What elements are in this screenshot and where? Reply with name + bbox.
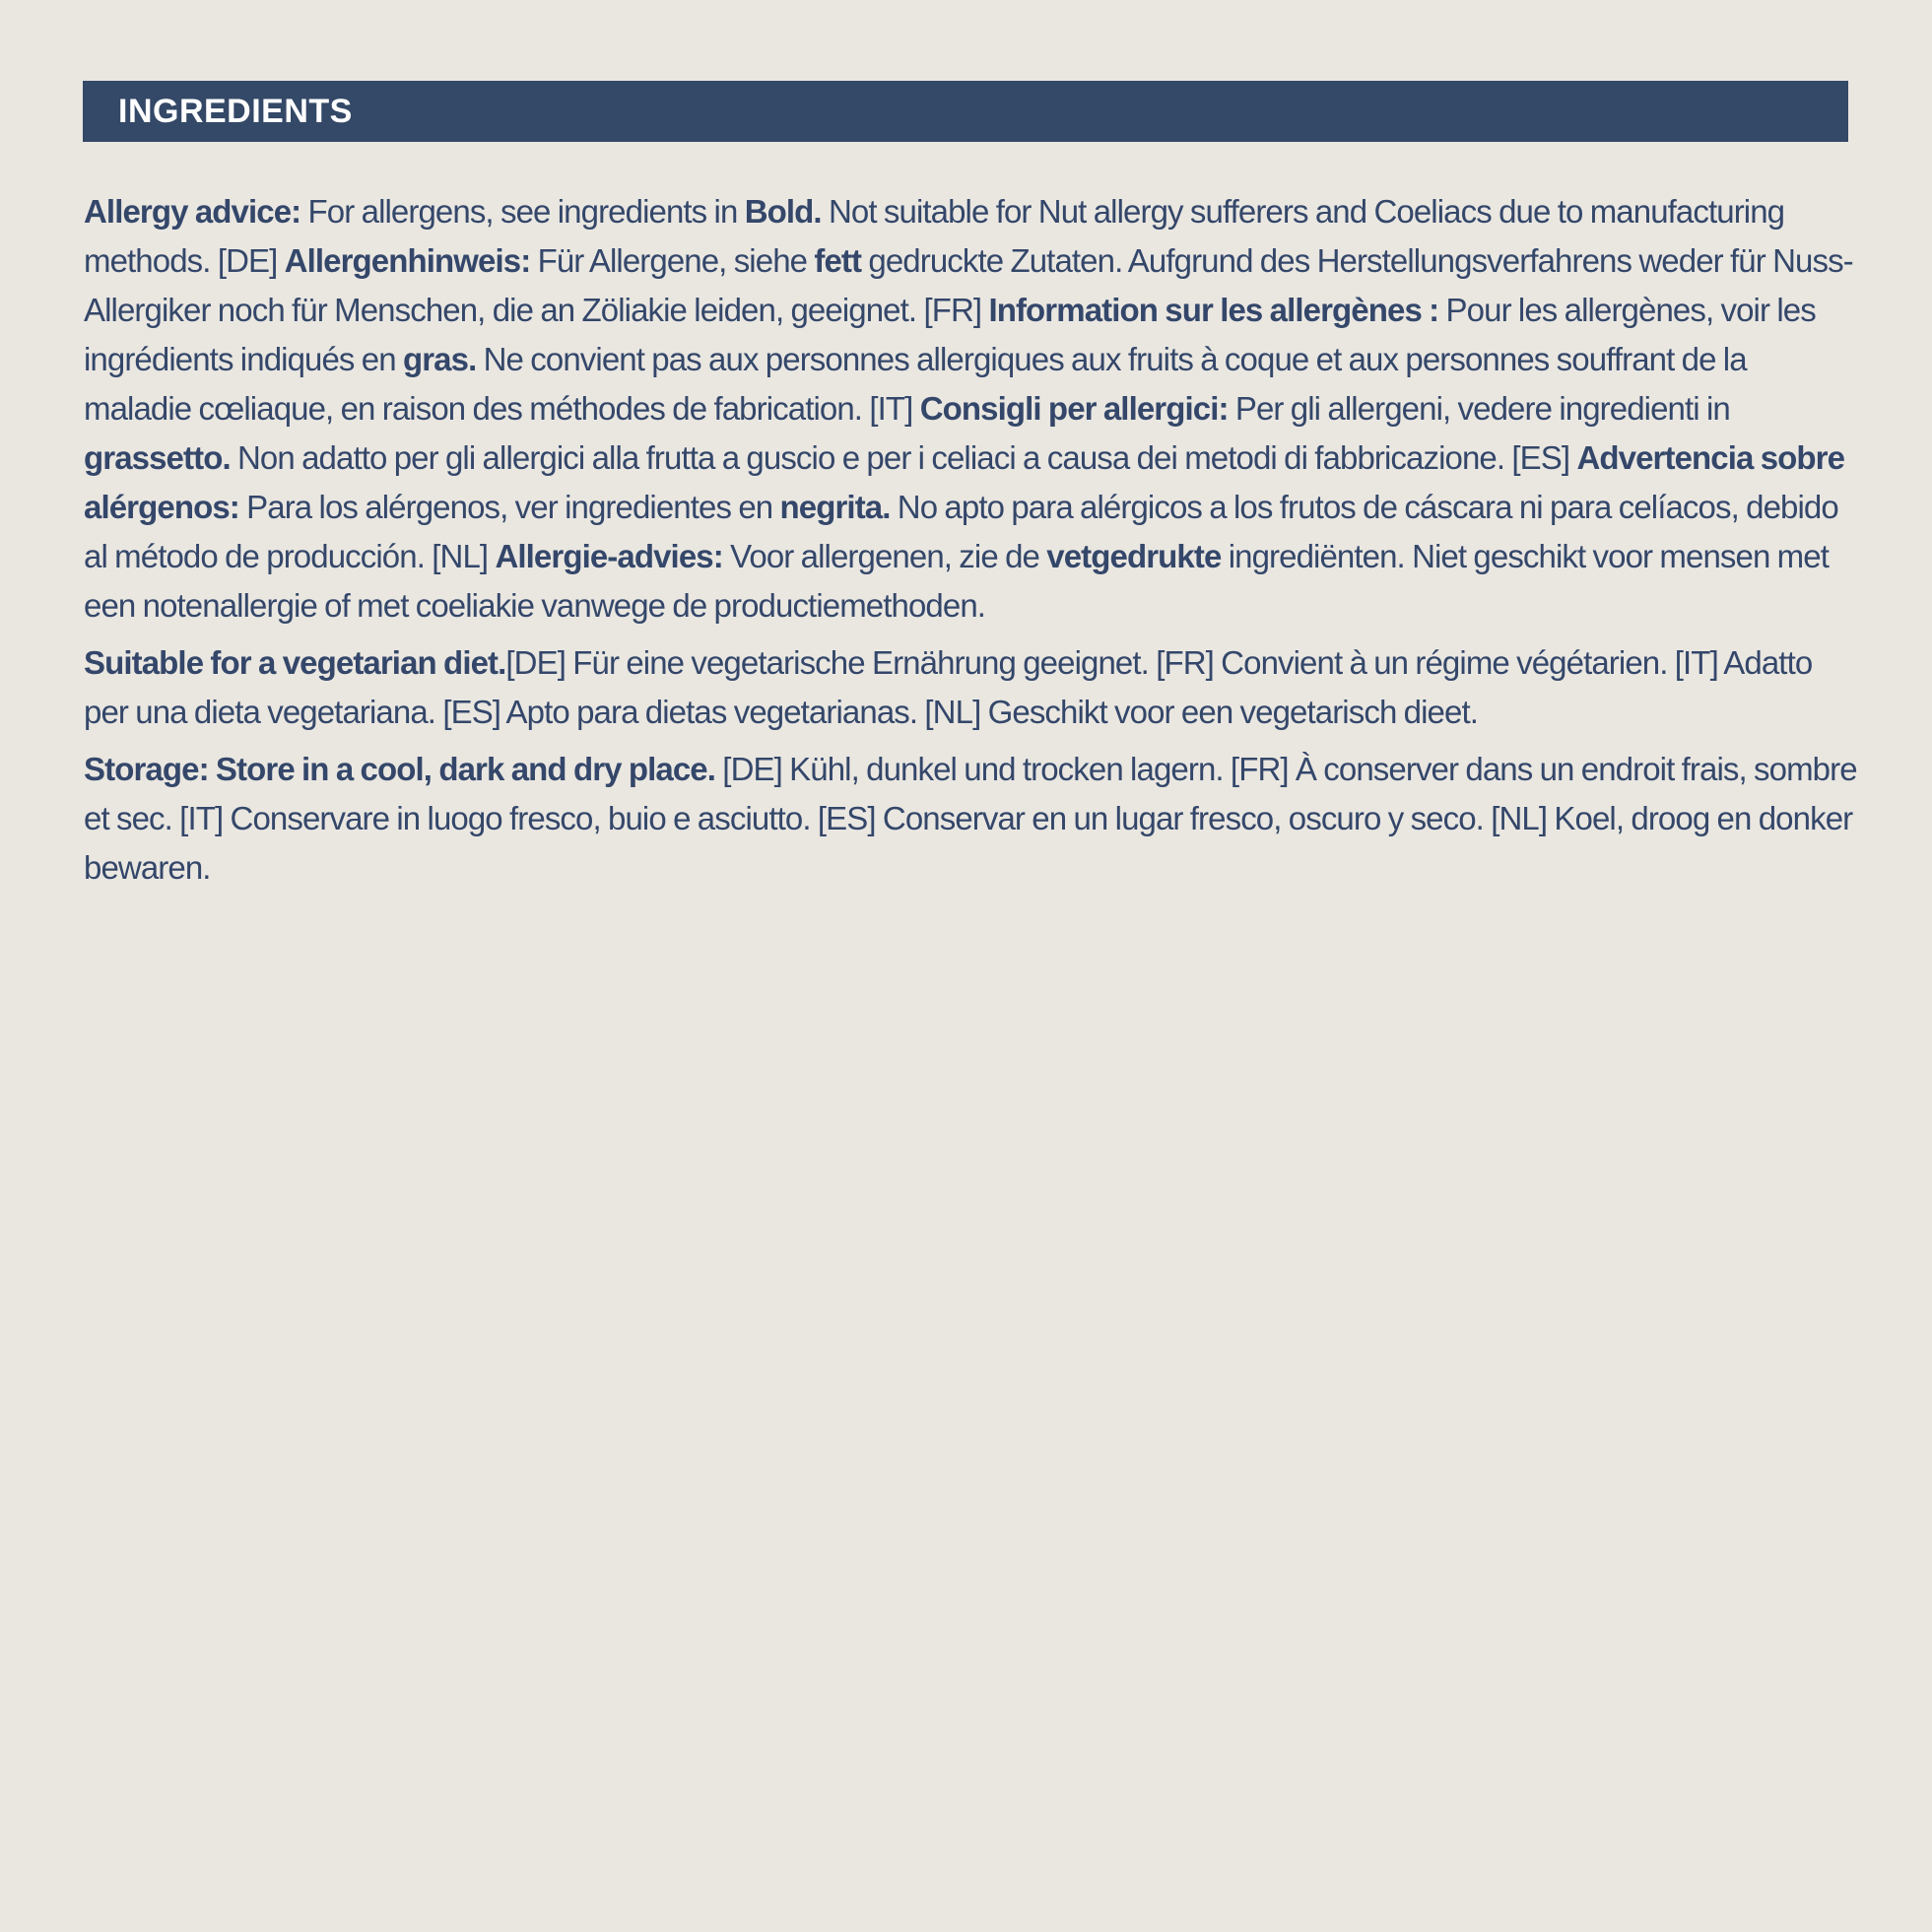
allergy-label-de: Allergenhinweis: — [284, 242, 531, 279]
allergy-label-fr: Information sur les allergènes : — [988, 292, 1439, 328]
allergy-text-es-1: Para los alérgenos, ver ingredientes en — [238, 489, 780, 525]
vegetarian-paragraph — [84, 638, 1857, 737]
vegetarian-text: [DE] Für eine vegetarische Ernährung geeignet. [FR] Convient à un régime végétarien. [IT] Adatto per una dieta vegetariana. [ES] Apto para dietas vegetarianas. [NL] Geschikt voor een vegetarisch dieet. — [84, 644, 1813, 730]
allergy-text-en-1: For allergens, see ingredients in — [300, 193, 745, 230]
allergy-text-nl-2: ingrediënten. Niet geschikt voor mensen met een notenallergie of met coeliakie vanwege de productiemethoden. — [84, 538, 1829, 624]
allergy-text-en-2: Not suitable for Nut allergy sufferers and Coeliacs due to manufacturing methods. — [84, 193, 1785, 279]
allergy-bold-fr: gras. — [402, 341, 477, 377]
allergy-text-es-2: No apto para alérgicos a los frutos de cáscara ni para celíacos, debido al método de producción. — [84, 489, 1838, 574]
allergy-bold-it: grassetto. — [84, 439, 231, 476]
language-tag-it: [IT] — [869, 390, 920, 427]
ingredients-content — [84, 187, 1857, 900]
allergy-text-de-2: gedruckte Zutaten. Aufgrund des Herstellungsverfahrens weder für Nuss-Allergiker noch für Menschen, die an Zöliakie leiden, geeignet. — [84, 242, 1853, 328]
storage-paragraph — [84, 745, 1857, 893]
vegetarian-label: Suitable for a vegetarian diet. — [84, 644, 506, 681]
allergy-bold-nl: vetgedrukte — [1046, 538, 1222, 574]
ingredients-header-bar — [83, 81, 1848, 142]
allergy-bold-en: Bold. — [744, 193, 822, 230]
storage-label: Storage: Store in a cool, dark and dry place. — [84, 751, 716, 787]
allergy-label-en: Allergy advice: — [84, 193, 301, 230]
allergy-text-fr-2: Ne convient pas aux personnes allergiques aux fruits à coque et aux personnes souffrant de la maladie cœliaque, en raison des méthodes de fabrication. — [84, 341, 1747, 427]
allergy-bold-de: fett — [814, 242, 862, 279]
storage-text: [DE] Kühl, dunkel und trocken lagern. [FR] À conserver dans un endroit frais, sombre et sec. [IT] Conservare in luogo fresco, buio e asciutto. [ES] Conservar en un lugar fresco, oscuro y seco. [NL] Koel, droog en donker bewaren. — [84, 751, 1857, 886]
allergy-text-it-2: Non adatto per gli allergici alla frutta a guscio e per i celiaci a causa dei metodi di fabbricazione. — [230, 439, 1512, 476]
language-tag-nl: [NL] — [432, 538, 496, 574]
allergy-advice-paragraph — [84, 187, 1857, 631]
allergy-label-it: Consigli per allergici: — [919, 390, 1229, 427]
allergy-text-de-1: Für Allergene, siehe — [530, 242, 815, 279]
allergy-text-nl-1: Voor allergenen, zie de — [722, 538, 1047, 574]
allergy-label-es: Advertencia sobre alérgenos: — [84, 439, 1845, 525]
language-tag-de: [DE] — [217, 242, 285, 279]
allergy-bold-es: negrita. — [779, 489, 891, 525]
allergy-text-fr-1: Pour les allergènes, voir les ingrédients indiqués en — [84, 292, 1816, 377]
section-title: INGREDIENTS — [118, 92, 353, 130]
allergy-text-it-1: Per gli allergeni, vedere ingredienti in — [1228, 390, 1730, 427]
language-tag-fr: [FR] — [923, 292, 989, 328]
allergy-label-nl: Allergie-advies: — [495, 538, 723, 574]
language-tag-es: [ES] — [1511, 439, 1577, 476]
